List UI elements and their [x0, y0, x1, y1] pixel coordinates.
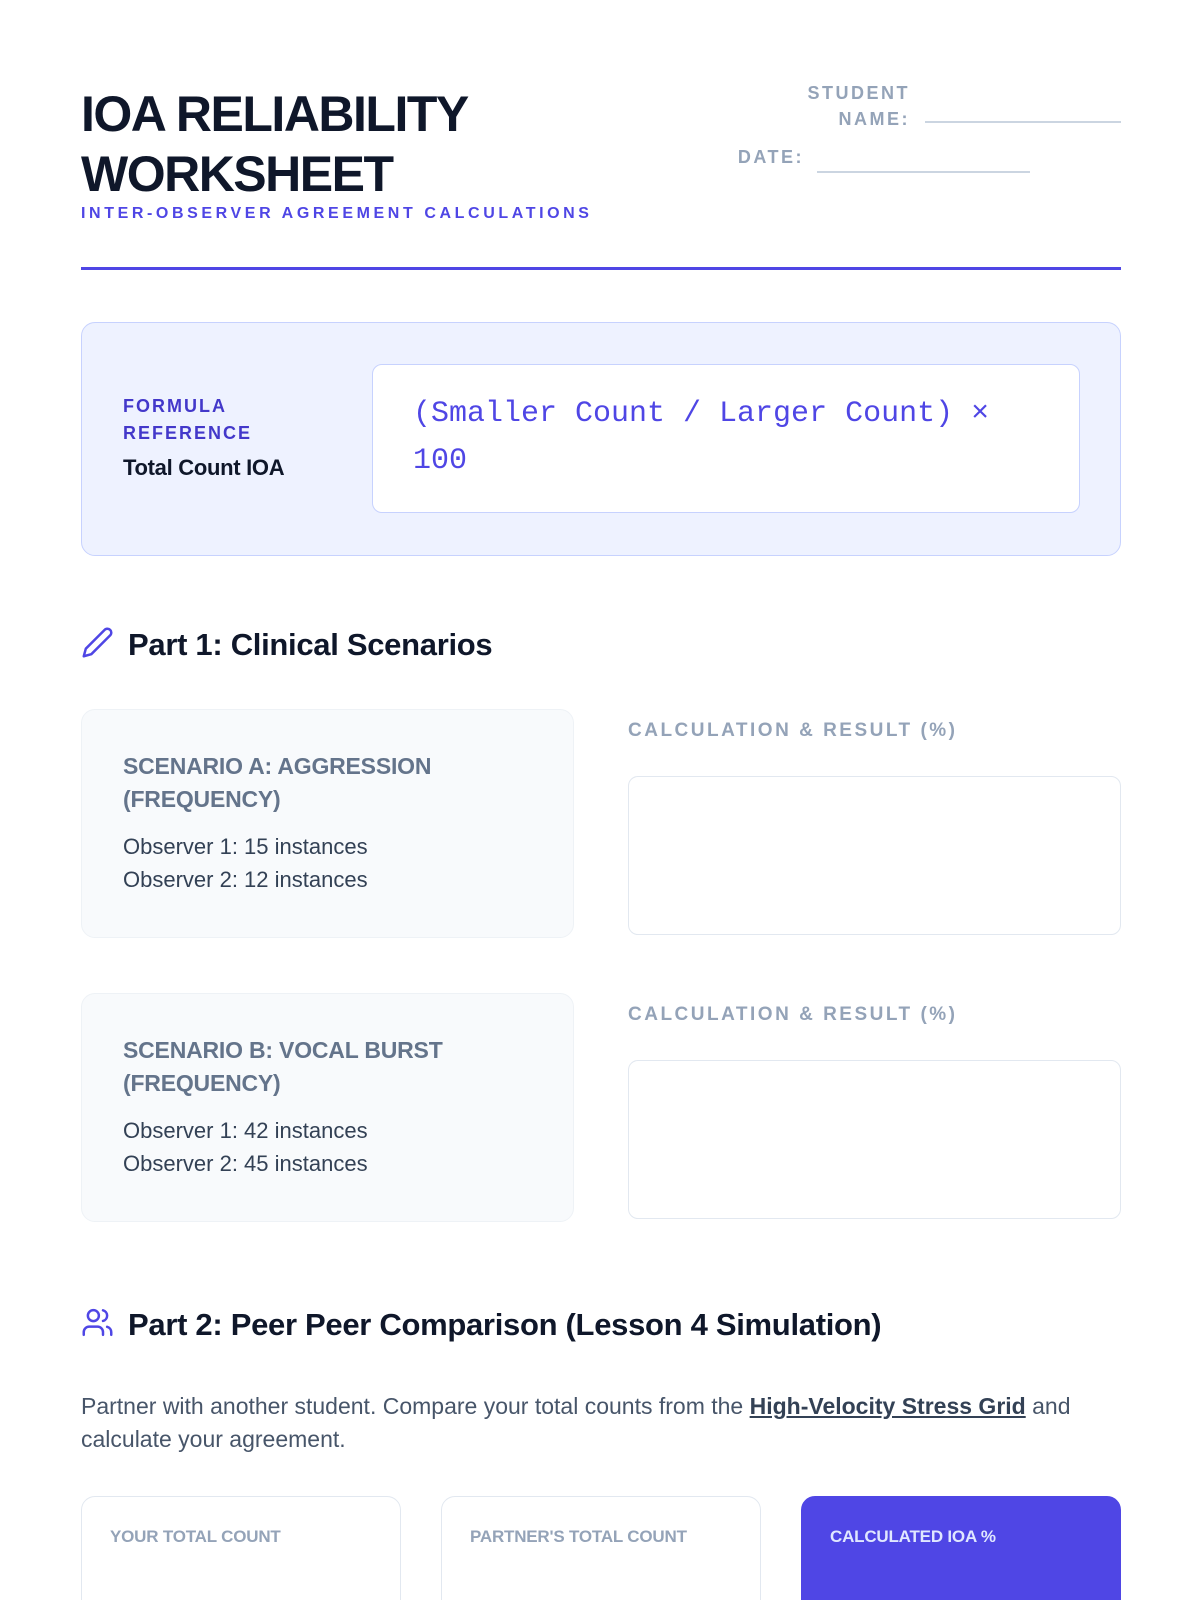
part2-heading: [81, 1306, 881, 1344]
page-subtitle: INTER-OBSERVER AGREEMENT CALCULATIONS: [81, 205, 593, 222]
worksheet-header: [81, 84, 1121, 270]
scenario-b-calc-label: CALCULATION & RESULT (%): [628, 1004, 958, 1025]
student-name-label: STUDENT NAME:: [807, 83, 910, 129]
formula-reference-label: FORMULA REFERENCE: [123, 396, 253, 443]
formula-box: [372, 364, 1080, 513]
instructions-text: Partner with another student. Compare your total counts from the: [81, 1393, 750, 1419]
formula-card: [81, 322, 1121, 556]
scenario-a-card: [81, 709, 574, 938]
formula-expression: (Smaller Count / Larger Count) × 100: [413, 397, 990, 478]
scenario-b-card: [81, 993, 574, 1222]
part2-title: Part 2: Peer Peer Comparison (Lesson 4 Simulation): [128, 1307, 882, 1342]
scenario-a-calc-field[interactable]: [628, 776, 1121, 935]
calculated-ioa-label: CALCULATED IOA %: [830, 1527, 996, 1546]
scenario-b-observer-1: Observer 1: 42 instances: [123, 1118, 368, 1143]
your-total-count-card[interactable]: [81, 1496, 401, 1600]
scenario-a-observer-2: Observer 2: 12 instances: [123, 867, 368, 892]
part1-heading: [81, 626, 492, 664]
part2-instructions: [81, 1390, 1121, 1456]
instructions-text-end: and calculate your agreement.: [81, 1393, 1071, 1452]
formula-name: Total Count IOA: [123, 455, 285, 480]
scenario-a-observer-1: Observer 1: 15 instances: [123, 834, 368, 859]
date-label: DATE:: [737, 147, 804, 167]
scenario-b-title: SCENARIO B: VOCAL BURST (FREQUENCY): [123, 1037, 443, 1096]
calculated-ioa-card[interactable]: [801, 1496, 1121, 1600]
student-name-field[interactable]: [925, 121, 1121, 123]
part1-title: Part 1: Clinical Scenarios: [128, 627, 493, 662]
stress-grid-link[interactable]: High-Velocity Stress Grid: [749, 1393, 1026, 1419]
pencil-icon: [81, 626, 114, 664]
scenario-b-observer-2: Observer 2: 45 instances: [123, 1151, 368, 1176]
users-icon: [81, 1306, 114, 1344]
date-field[interactable]: [817, 171, 1030, 173]
partner-total-count-label: PARTNER'S TOTAL COUNT: [470, 1527, 687, 1546]
scenario-a-calc-label: CALCULATION & RESULT (%): [628, 720, 958, 741]
partner-total-count-card[interactable]: [441, 1496, 761, 1600]
scenario-b-calc-field[interactable]: [628, 1060, 1121, 1219]
scenario-a-title: SCENARIO A: AGGRESSION (FREQUENCY): [123, 753, 432, 812]
page-title: IOA RELIABILITY WORKSHEET: [81, 86, 467, 202]
your-total-count-label: YOUR TOTAL COUNT: [110, 1527, 281, 1546]
